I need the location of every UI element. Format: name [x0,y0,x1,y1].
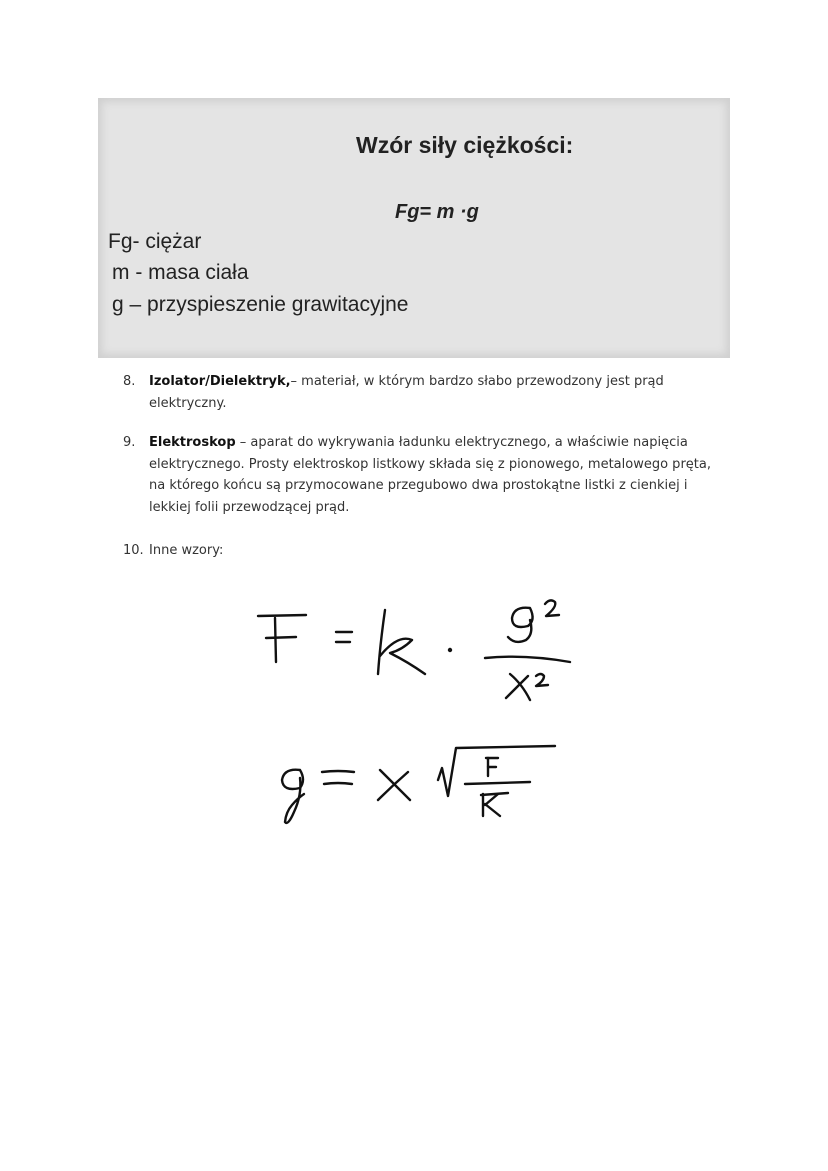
list-item-8 [123,371,723,414]
item-text: Inne wzory: [149,543,224,558]
formula-box [98,98,730,358]
item-text: – materiał, w którym bardzo słabo przewodzony jest prąd elektryczny. [149,374,664,411]
list-item-9 [123,432,723,518]
handwritten-coulomb-formula [258,600,570,700]
box-title: Wzór siły ciężkości: [356,132,574,158]
definition-acceleration: g – przyspieszenie grawitacyjne [112,293,409,316]
list-item-10 [123,540,723,562]
item-text: – aparat do wykrywania ładunku elektrycznego, a właściwie napięcia elektrycznego. Prosty elektroskop listkowy składa się z pionowego, metalowego pręta, na którego końcu są przymocowane przegubowo dwa prostokątne listki z cienkiej i lekkiej folii przewodzącej prąd. [149,435,711,515]
definition-weight: Fg- ciężar [108,230,202,253]
handwritten-distance-formula [282,746,555,823]
definition-mass: m - masa ciała [112,261,249,284]
list-number: 9. [123,435,136,450]
term-izolator: Izolator/Dielektryk, [149,374,291,389]
gravity-formula: Fg= m ·g [395,201,479,223]
list-number: 8. [123,374,136,389]
handwritten-formulas [230,590,590,840]
list-number: 10. [123,543,144,558]
term-elektroskop: Elektroskop [149,435,236,450]
